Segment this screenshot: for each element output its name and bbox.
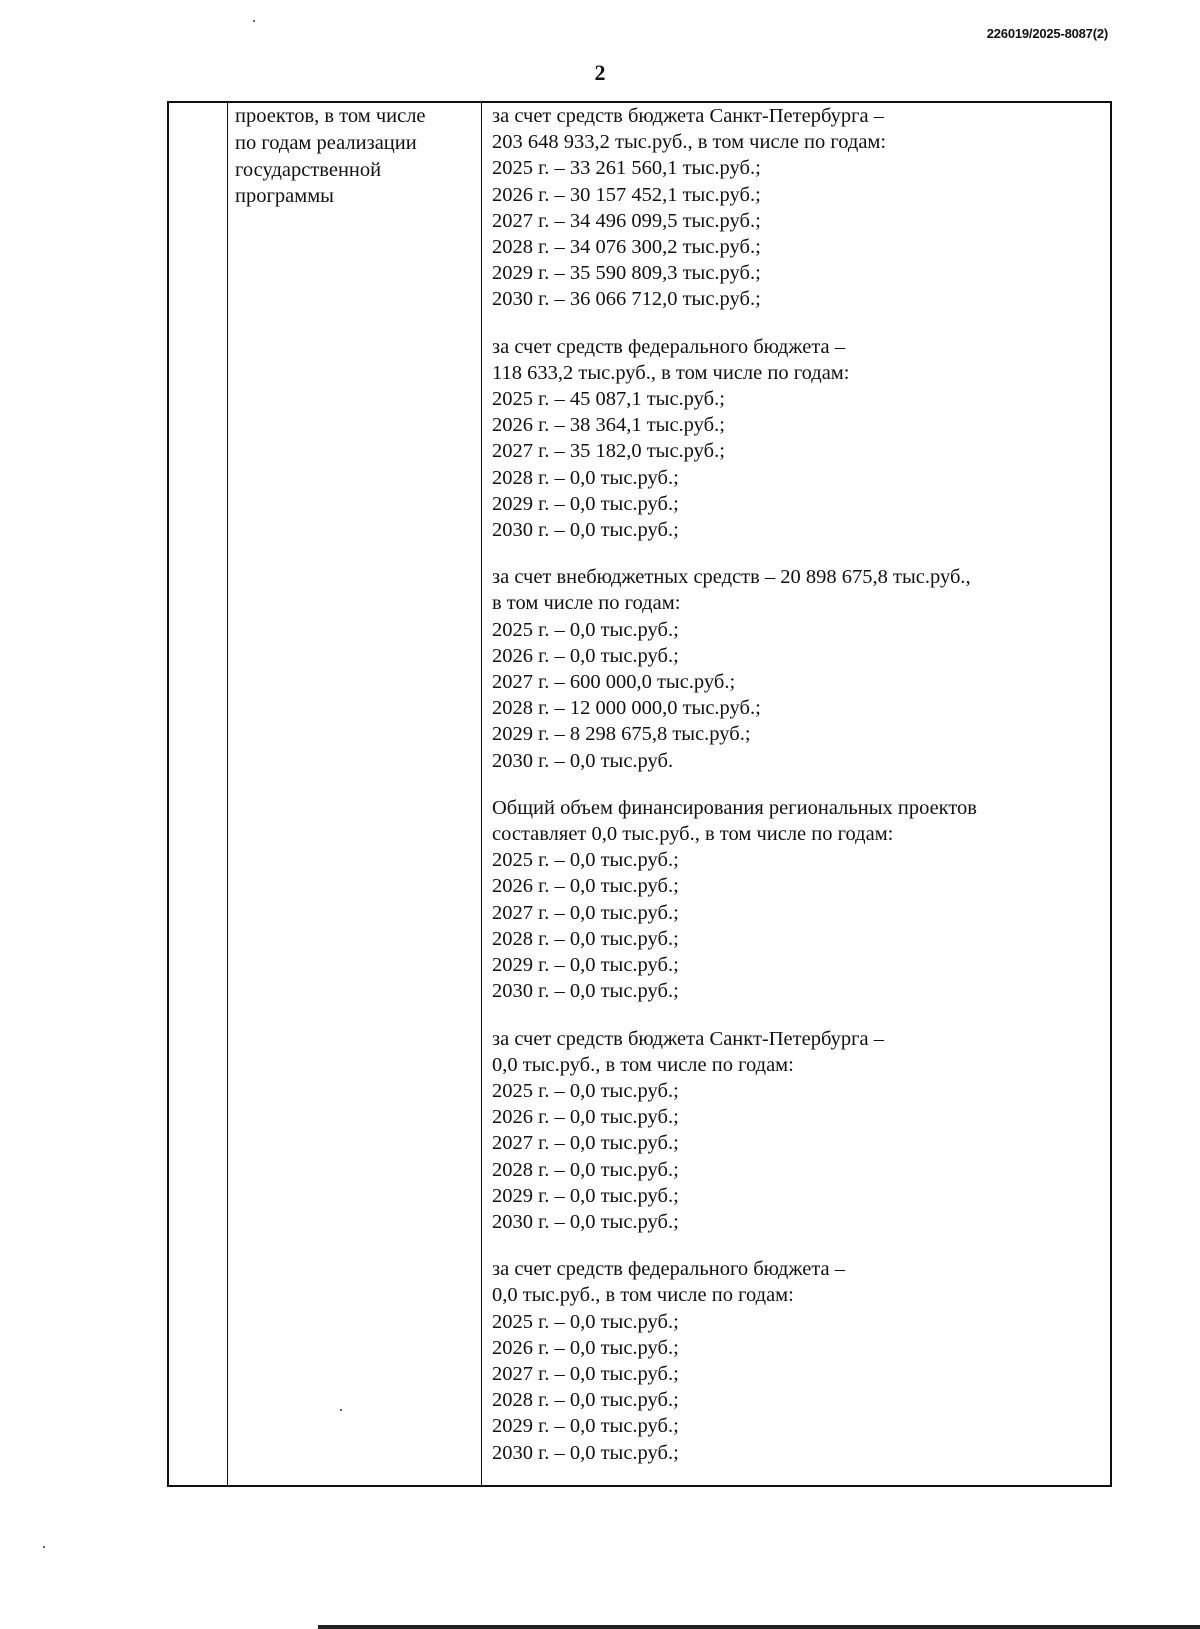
- funding-line: 2028 г. – 0,0 тыс.руб.;: [492, 466, 679, 489]
- funding-line: 2028 г. – 34 076 300,2 тыс.руб.;: [492, 236, 761, 259]
- funding-line: 2028 г. – 12 000 000,0 тыс.руб.;: [492, 697, 761, 720]
- funding-line: 2027 г. – 35 182,0 тыс.руб.;: [492, 440, 725, 463]
- scan-speck: [43, 1546, 45, 1548]
- funding-line: 118 633,2 тыс.руб., в том числе по годам:: [492, 361, 850, 384]
- funding-line: 2026 г. – 0,0 тыс.руб.;: [492, 1106, 679, 1129]
- funding-line: Общий объем финансирования региональных проектов: [492, 796, 977, 819]
- funding-line: 203 648 933,2 тыс.руб., в том числе по годам:: [492, 131, 887, 154]
- funding-block-regional-federal-budget: [492, 1256, 1104, 1466]
- document-registration-number: 226019/2025-8087(2): [986, 26, 1108, 41]
- funding-line: в том числе по годам:: [492, 592, 681, 615]
- funding-line: 2027 г. – 600 000,0 тыс.руб.;: [492, 671, 736, 694]
- funding-block-extra-budgetary: [492, 564, 1104, 774]
- funding-line: составляет 0,0 тыс.руб., в том числе по годам:: [492, 823, 894, 846]
- scan-speck: [340, 1409, 342, 1411]
- funding-block-federal-budget: [492, 334, 1104, 544]
- column-divider-2: [481, 103, 482, 1485]
- scan-speck: [253, 20, 255, 22]
- funding-line: 2030 г. – 0,0 тыс.руб.;: [492, 1210, 679, 1233]
- label-line: государственной: [235, 158, 382, 181]
- funding-line: 2025 г. – 0,0 тыс.руб.;: [492, 849, 679, 872]
- funding-line: 2027 г. – 34 496 099,5 тыс.руб.;: [492, 209, 761, 232]
- funding-line: 2027 г. – 0,0 тыс.руб.;: [492, 1362, 679, 1385]
- table-cell-funding-details: [492, 103, 1104, 1466]
- label-line: проектов, в том числе: [235, 105, 426, 127]
- label-line: по годам реализации: [235, 131, 417, 154]
- funding-line: 2025 г. – 0,0 тыс.руб.;: [492, 1079, 679, 1102]
- funding-line: 0,0 тыс.руб., в том числе по годам:: [492, 1053, 794, 1076]
- funding-line: 2026 г. – 30 157 452,1 тыс.руб.;: [492, 183, 761, 206]
- funding-line: 2028 г. – 0,0 тыс.руб.;: [492, 1389, 679, 1412]
- funding-line: за счет средств федерального бюджета –: [492, 335, 846, 358]
- funding-line: 2026 г. – 0,0 тыс.руб.;: [492, 875, 679, 898]
- table-cell-label: [235, 103, 479, 210]
- funding-line: 2027 г. – 0,0 тыс.руб.;: [492, 901, 679, 924]
- funding-line: 2030 г. – 0,0 тыс.руб.;: [492, 519, 679, 542]
- funding-line: за счет средств бюджета Санкт-Петербурга –: [492, 1027, 884, 1050]
- funding-line: 2026 г. – 0,0 тыс.руб.;: [492, 644, 679, 667]
- funding-line: 2027 г. – 0,0 тыс.руб.;: [492, 1132, 679, 1155]
- funding-line: 2030 г. – 0,0 тыс.руб.;: [492, 980, 679, 1003]
- funding-line: 2026 г. – 0,0 тыс.руб.;: [492, 1336, 679, 1359]
- funding-line: 2028 г. – 0,0 тыс.руб.;: [492, 1158, 679, 1181]
- financing-table: [167, 101, 1112, 1487]
- funding-line: 2029 г. – 0,0 тыс.руб.;: [492, 1415, 679, 1438]
- funding-line: 2030 г. – 36 066 712,0 тыс.руб.;: [492, 288, 761, 311]
- funding-line: 2028 г. – 0,0 тыс.руб.;: [492, 927, 679, 950]
- funding-line: 2025 г. – 0,0 тыс.руб.;: [492, 618, 679, 641]
- funding-line: 2030 г. – 0,0 тыс.руб.;: [492, 1441, 679, 1464]
- label-line: программы: [235, 185, 334, 208]
- funding-block-regional-spb-budget: [492, 1026, 1104, 1236]
- funding-line: 2029 г. – 35 590 809,3 тыс.руб.;: [492, 262, 761, 285]
- funding-line: за счет внебюджетных средств – 20 898 675,8 тыс.руб.,: [492, 566, 971, 589]
- funding-line: за счет средств бюджета Санкт-Петербурга –: [492, 105, 884, 127]
- funding-line: 2029 г. – 8 298 675,8 тыс.руб.;: [492, 723, 751, 746]
- funding-line: 2025 г. – 0,0 тыс.руб.;: [492, 1310, 679, 1333]
- funding-line: 2030 г. – 0,0 тыс.руб.: [492, 749, 674, 772]
- page-number: 2: [594, 60, 606, 85]
- funding-line: 2026 г. – 38 364,1 тыс.руб.;: [492, 414, 725, 437]
- funding-line: 2029 г. – 0,0 тыс.руб.;: [492, 954, 679, 977]
- funding-line: 2025 г. – 45 087,1 тыс.руб.;: [492, 388, 725, 411]
- scan-edge-bar: [318, 1625, 1200, 1629]
- funding-line: 2025 г. – 33 261 560,1 тыс.руб.;: [492, 157, 761, 180]
- funding-block-spb-budget: [492, 103, 1104, 313]
- funding-line: 2029 г. – 0,0 тыс.руб.;: [492, 1184, 679, 1207]
- funding-line: 0,0 тыс.руб., в том числе по годам:: [492, 1284, 794, 1307]
- funding-line: 2029 г. – 0,0 тыс.руб.;: [492, 492, 679, 515]
- funding-block-regional-projects-total: [492, 795, 1104, 1005]
- column-divider-1: [227, 103, 228, 1485]
- funding-line: за счет средств федерального бюджета –: [492, 1258, 846, 1281]
